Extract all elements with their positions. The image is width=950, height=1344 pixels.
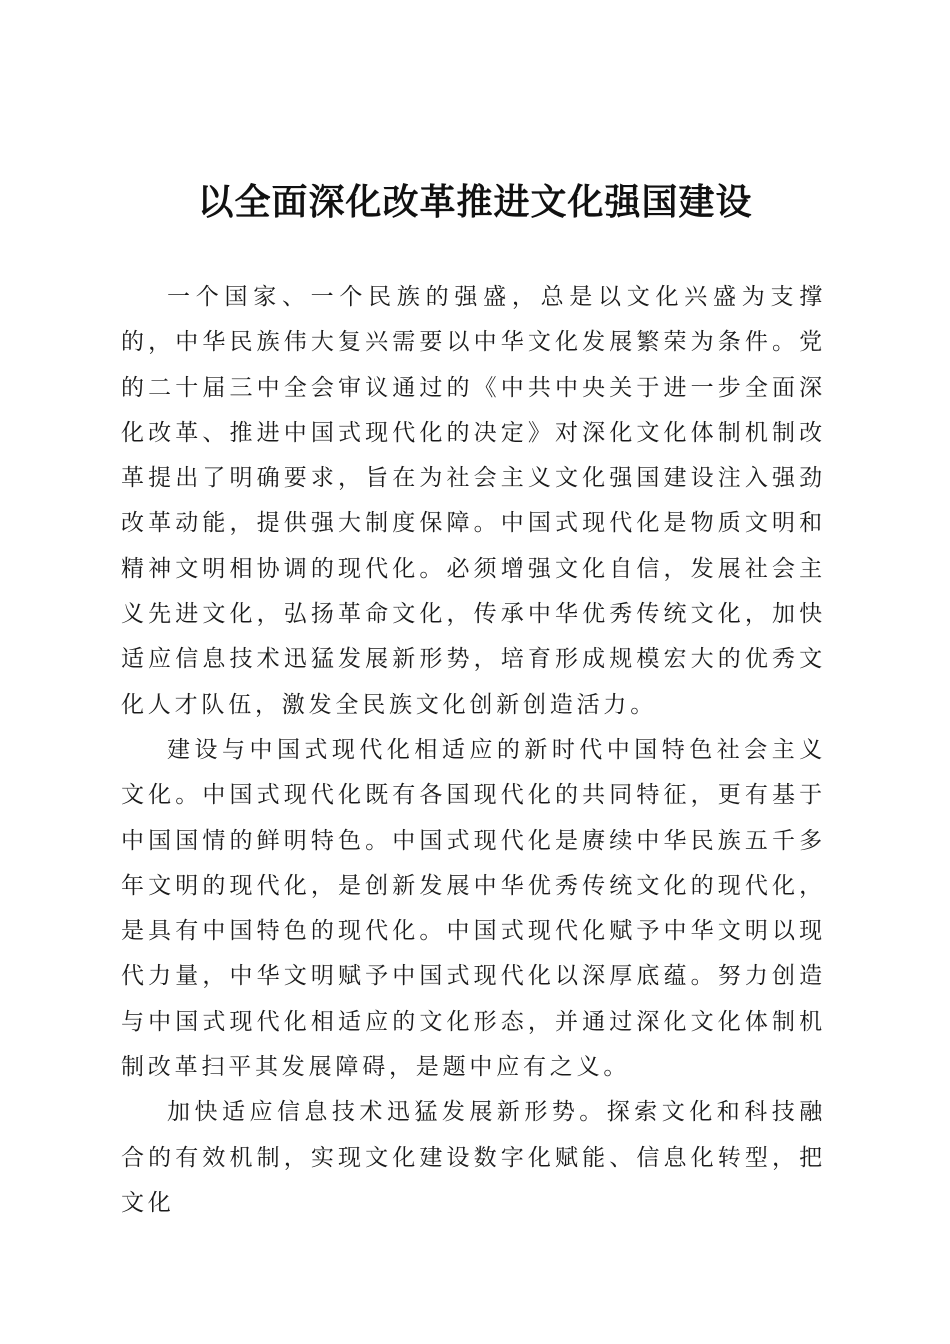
paragraph-1: 一个国家、一个民族的强盛，总是以文化兴盛为支撑的，中华民族伟大复兴需要以中华文化发展繁荣为条件。党的二十届三中全会审议通过的《中共中央关于进一步全面深化改革、推进中国式现代化的决定》对深化文化体制机制改革提出了明确要求，旨在为社会主义文化强国建设注入强劲改革动能，提供强大制度保障。中国式现代化是物质文明和精神文明相协调的现代化。必须增强文化自信，发展社会主义先进文化，弘扬革命文化，传承中华优秀传统文化，加快适应信息技术迅猛发展新形势，培育形成规模宏大的优秀文化人才队伍，激发全民族文化创新创造活力。 <box>121 284 826 718</box>
document-body <box>121 275 826 1226</box>
paragraph-3: 加快适应信息技术迅猛发展新形势。探索文化和科技融合的有效机制，实现文化建设数字化赋能、信息化转型，把文化 <box>121 1099 826 1216</box>
paragraph-2: 建设与中国式现代化相适应的新时代中国特色社会主义文化。中国式现代化既有各国现代化的共同特征，更有基于中国国情的鲜明特色。中国式现代化是赓续中华民族五千多年文明的现代化，是创新发展中华优秀传统文化的现代化，是具有中国特色的现代化。中国式现代化赋予中华文明以现代力量，中华文明赋予中国式现代化以深厚底蕴。努力创造与中国式现代化相适应的文化形态，并通过深化文化体制机制改革扫平其发展障碍，是题中应有之义。 <box>121 736 826 1081</box>
document-title: 以全面深化改革推进文化强国建设 <box>197 181 753 223</box>
